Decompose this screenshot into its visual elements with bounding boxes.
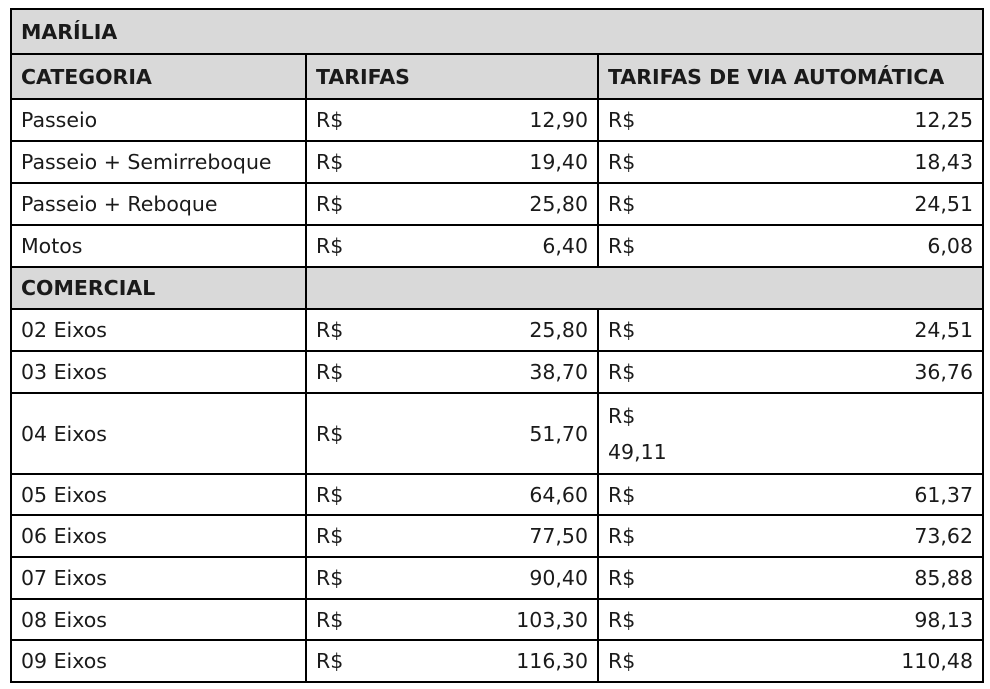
currency-label: R$ [608, 318, 636, 342]
tarifa-value: 116,30 [516, 649, 588, 673]
table-row [11, 225, 983, 267]
via-automatica-value: 98,13 [914, 607, 973, 632]
currency-label: R$ [608, 150, 636, 174]
tarifa-cell [306, 99, 598, 141]
via-automatica-cell [598, 640, 983, 682]
header-tarifas: TARIFAS [306, 54, 598, 99]
via-automatica-value: 110,48 [901, 649, 973, 673]
table-row [11, 99, 983, 141]
via-automatica-cell [598, 515, 983, 557]
via-automatica-value: 49,11 [608, 439, 667, 464]
currency-label: R$ [608, 108, 636, 132]
via-automatica-value: 24,51 [914, 318, 973, 342]
tarifa-value: 51,70 [529, 421, 588, 446]
tarifa-value: 38,70 [529, 360, 588, 384]
section-spacer [306, 267, 983, 309]
via-automatica-value: 73,62 [914, 524, 973, 548]
header-categoria: CATEGORIA [11, 54, 306, 99]
currency-label: R$ [608, 524, 636, 548]
tarifa-cell [306, 557, 598, 599]
tarifa-cell [306, 515, 598, 557]
tarifa-value: 19,40 [529, 150, 588, 174]
via-automatica-value: 36,76 [914, 360, 973, 384]
currency-label: R$ [608, 482, 636, 507]
table-row [11, 474, 983, 515]
via-automatica-cell [598, 141, 983, 183]
currency-label: R$ [608, 360, 636, 384]
tarifa-value: 77,50 [529, 524, 588, 548]
tarifa-value: 12,90 [529, 108, 588, 132]
header-via-automatica: TARIFAS DE VIA AUTOMÁTICA [598, 54, 983, 99]
currency-label: R$ [608, 607, 636, 632]
categoria-cell: Passeio [11, 99, 306, 141]
categoria-cell: 02 Eixos [11, 309, 306, 351]
table-row [11, 393, 983, 474]
tarifa-value: 25,80 [529, 318, 588, 342]
categoria-cell: Passeio + Reboque [11, 183, 306, 225]
via-automatica-value: 24,51 [914, 192, 973, 216]
table-title: MARÍLIA [11, 9, 983, 54]
table-row [11, 515, 983, 557]
currency-label: R$ [316, 566, 344, 590]
title-row [11, 9, 983, 54]
categoria-cell: Motos [11, 225, 306, 267]
via-automatica-cell [598, 557, 983, 599]
currency-label: R$ [316, 607, 344, 632]
categoria-cell: Passeio + Semirreboque [11, 141, 306, 183]
tarifa-cell [306, 393, 598, 474]
tarifa-value: 6,40 [542, 234, 588, 258]
table-row [11, 599, 983, 640]
table-row [11, 557, 983, 599]
tarifa-cell [306, 599, 598, 640]
via-automatica-value: 18,43 [914, 150, 973, 174]
table-row [11, 351, 983, 393]
via-automatica-cell [598, 599, 983, 640]
via-automatica-value: 85,88 [914, 566, 973, 590]
currency-label: R$ [316, 108, 344, 132]
currency-label: R$ [316, 318, 344, 342]
table-row [11, 183, 983, 225]
currency-label: R$ [608, 566, 636, 590]
currency-label: R$ [608, 192, 636, 216]
via-automatica-value: 12,25 [914, 108, 973, 132]
currency-label: R$ [316, 649, 344, 673]
currency-label: R$ [316, 360, 344, 384]
header-row [11, 54, 983, 99]
currency-label: R$ [608, 234, 636, 258]
categoria-cell: 06 Eixos [11, 515, 306, 557]
via-automatica-cell [598, 99, 983, 141]
categoria-cell: 05 Eixos [11, 474, 306, 515]
currency-label: R$ [316, 192, 344, 216]
via-automatica-cell [598, 309, 983, 351]
categoria-cell: 09 Eixos [11, 640, 306, 682]
currency-label: R$ [316, 421, 344, 446]
section-row-comercial [11, 267, 983, 309]
currency-label: R$ [608, 403, 636, 428]
via-automatica-cell [598, 474, 983, 515]
via-automatica-value: 6,08 [927, 234, 973, 258]
tarifa-cell [306, 474, 598, 515]
table-row [11, 309, 983, 351]
table-row [11, 141, 983, 183]
tarifa-cell [306, 183, 598, 225]
currency-label: R$ [316, 234, 344, 258]
via-automatica-value: 61,37 [914, 482, 973, 507]
via-automatica-cell [598, 183, 983, 225]
currency-label: R$ [608, 649, 636, 673]
table-row [11, 640, 983, 682]
categoria-cell: 07 Eixos [11, 557, 306, 599]
via-automatica-cell [598, 351, 983, 393]
tarifa-value: 103,30 [516, 607, 588, 632]
tarifa-cell [306, 141, 598, 183]
currency-label: R$ [316, 482, 344, 507]
categoria-cell: 03 Eixos [11, 351, 306, 393]
tarifa-value: 25,80 [529, 192, 588, 216]
currency-label: R$ [316, 150, 344, 174]
tariff-table [10, 8, 984, 683]
currency-label: R$ [316, 524, 344, 548]
section-title: COMERCIAL [11, 267, 306, 309]
categoria-cell: 08 Eixos [11, 599, 306, 640]
via-automatica-cell [598, 225, 983, 267]
tarifa-value: 90,40 [529, 566, 588, 590]
tarifa-cell [306, 640, 598, 682]
tarifa-cell [306, 351, 598, 393]
tarifa-value: 64,60 [529, 482, 588, 507]
tarifa-cell [306, 225, 598, 267]
tarifa-cell [306, 309, 598, 351]
categoria-cell: 04 Eixos [11, 393, 306, 474]
via-automatica-cell [598, 393, 983, 474]
